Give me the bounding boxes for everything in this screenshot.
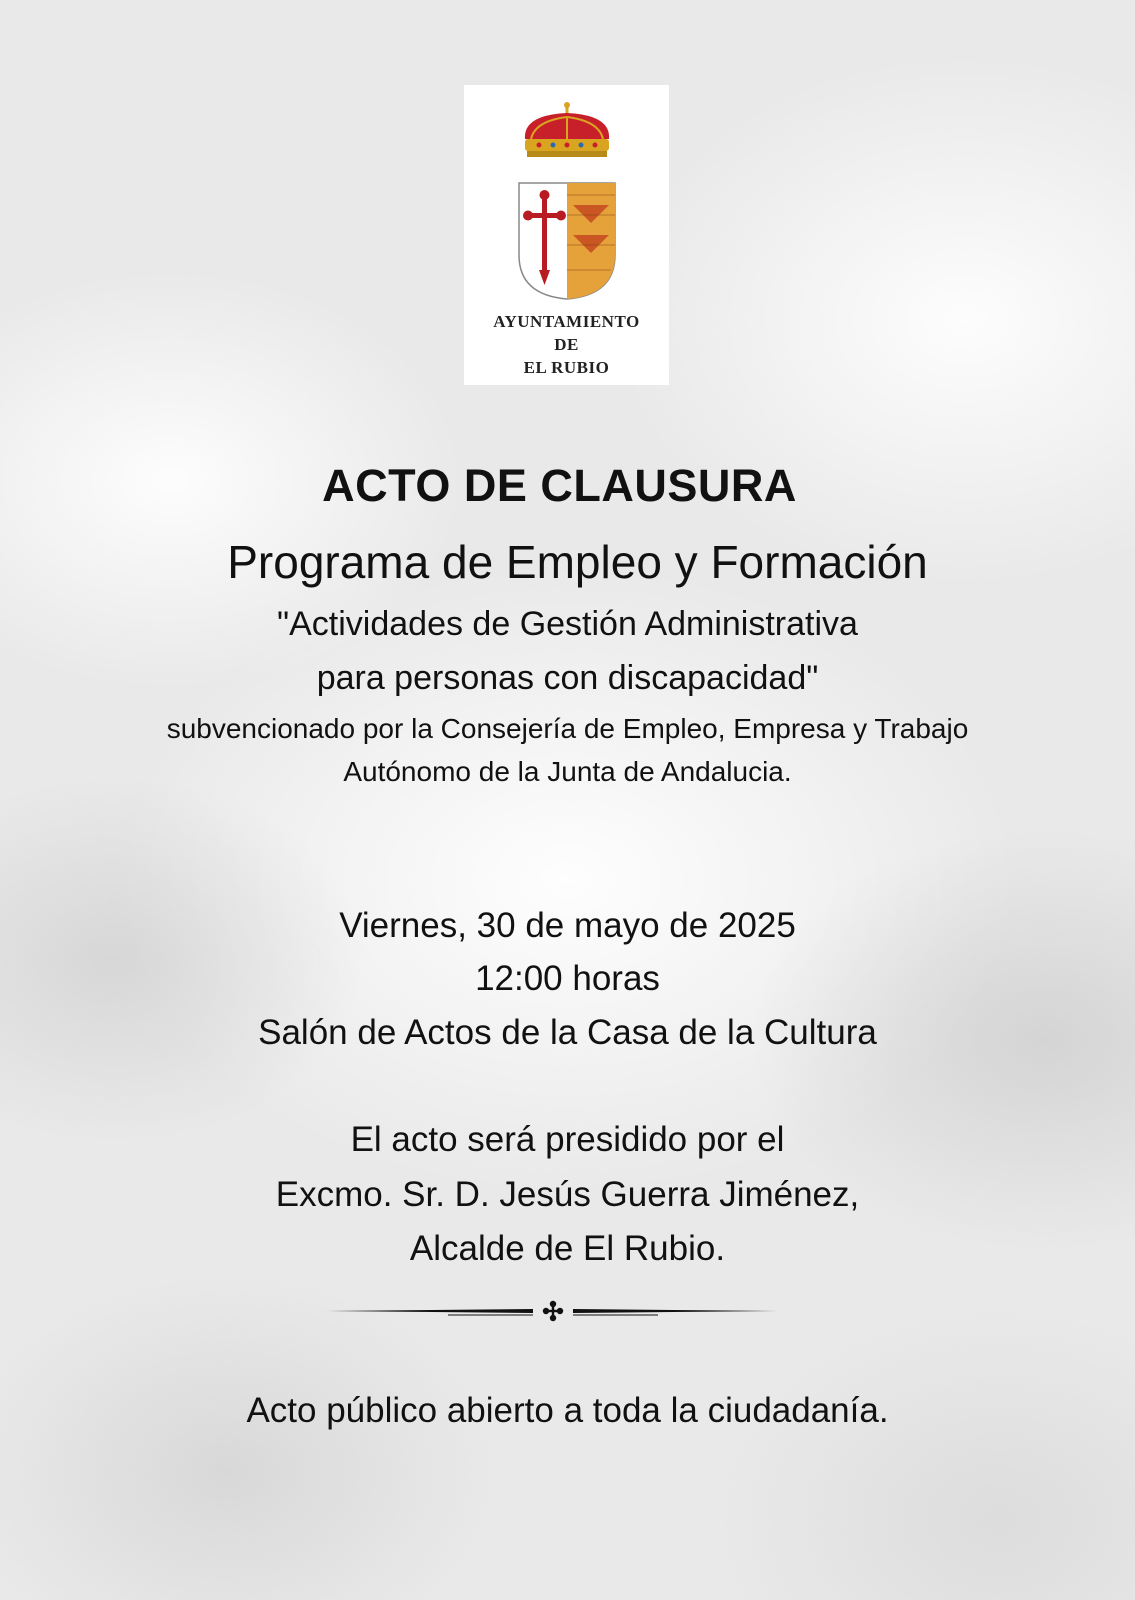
coat-of-arms-icon [511,95,623,300]
course-title-line-2: para personas con discapacidad" [316,659,819,697]
presided-line-3: Alcalde de El Rubio. [409,1229,726,1268]
event-time: 12:00 horas [475,959,660,998]
closing-note: Acto público abierto a toda la ciudadanía. [246,1391,889,1430]
logo-text-de: DE [554,335,579,354]
presided-line-1: El acto será presidido por el [350,1120,785,1159]
subsidy-line-2: Autónomo de la Junta de Andalucia. [343,756,792,787]
presided-line-2: Excmo. Sr. D. Jesús Guerra Jiménez, [275,1175,860,1214]
program-name: Programa de Empleo y Formación [227,536,928,588]
logo-text-el-rubio: EL RUBIO [523,358,610,377]
event-venue: Salón de Actos de la Casa de la Cultura [258,1013,877,1052]
ornamental-divider-icon [328,1297,778,1325]
municipal-logo [464,85,669,385]
course-title-line-1: "Actividades de Gestión Administrativa [277,605,858,643]
event-title: ACTO DE CLAUSURA [322,460,797,511]
event-date: Viernes, 30 de mayo de 2025 [339,906,796,945]
subsidy-line-1: subvencionado por la Consejería de Empleo, Empresa y Trabajo [166,713,969,744]
logo-text-ayuntamiento: AYUNTAMIENTO [493,312,640,331]
